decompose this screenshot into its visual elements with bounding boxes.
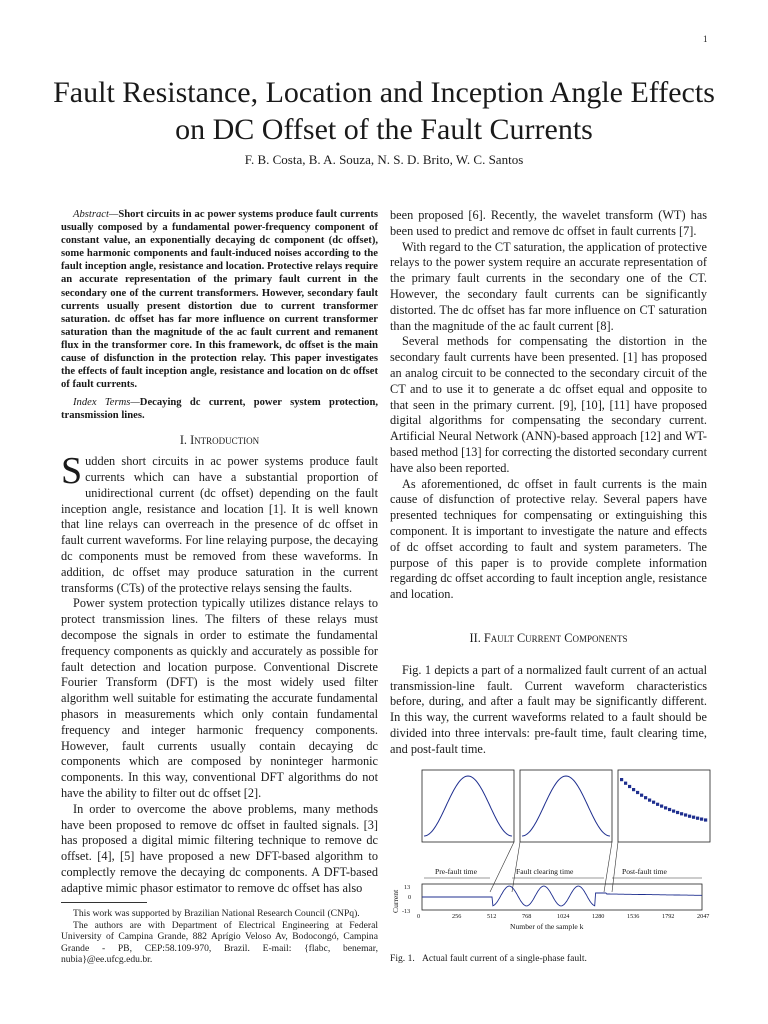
paper-title: Fault Resistance, Location and Inception Angle Effects on DC Offset of the Fault Currents	[53, 76, 715, 146]
postfault-sample	[648, 799, 651, 802]
right-paragraph-2: With regard to the CT saturation, the application of protective relays to the power system require an accurate representation of the primary fault currents in the secondary one of the CT. However, the secondary fault currents can be significantly distorted. The dc offset has far more influence on CT saturation than the magnitude of the ac fault current [8].	[390, 239, 707, 333]
full-trace-plot	[422, 884, 702, 910]
intro-paragraph-2: Power system protection typically utilizes distance relays to protect transmission lines. The filters of these relays must decompose the signals in order to estimate the fundamental frequency components as quickly and accurately as possible for fault detection and location purpose. Conventional Discrete Fourier Transform (DFT) is the most widely used filter algorithm well suitable for estimating the accurate fundamental phasors in measurements which only contain fundamental frequency and integer harmonic frequency components. However, fault currents usually contain decaying dc components which are composed by noninteger harmonic components. In this way, conventional DFT algorithms do not have the ability to filter out dc offset [2].	[61, 596, 378, 801]
x-axis	[417, 913, 709, 920]
y-tick-label: -13	[402, 908, 411, 915]
fault-clearing-label: Fault clearing time	[516, 867, 574, 876]
postfault-sample	[664, 806, 667, 809]
abstract-text: Short circuits in ac power systems produce fault currents usually composed by a fundamental power-frequency component of constant value, an exponentially decaying dc component (dc offset), some harmonic components and fault-induced noises according to the fault inception angle, resistance and location. Protective relays require an accurate representation of the primary fault current in the secondary one of the current transformers. However, secondary fault currents usually present distortion due to current transformer saturation. dc offset has far more influence on current transformer saturation than the magnitude of the ac fault current and remanent flux in the transformer core. In this framework, dc offset is the main cause of disfunction in the protection relay. This paper investigates the effects of fault inception angle, resistance and location on dc offset of fault currents.	[61, 209, 378, 391]
postfault-sample	[656, 803, 659, 806]
x-tick-label: 0	[417, 913, 421, 920]
x-axis-label: Number of the sample k	[510, 922, 584, 931]
zoom-panel-prefault	[422, 770, 514, 842]
index-terms	[61, 396, 378, 422]
postfault-sample	[672, 810, 675, 813]
postfault-sample	[632, 788, 635, 791]
footnote-rule	[61, 902, 147, 903]
postfault-sample	[640, 794, 643, 797]
drop-cap: S	[61, 450, 83, 493]
postfault-sample	[668, 808, 671, 811]
intro-paragraph-1-text: udden short circuits in ac power systems produce fault currents which can have a substantial proportion of unidirectional current (dc offset) depending on the fault inception angle, resistance and location [1]. It is well known that line relays can overreach in the presence of dc offset in fault current waveforms. For line relaying purpose, the decaying dc components must be removed from these waveforms. In addition, dc offset may produce saturation in the current transforms (CTs) of the protective relays sensing the faults.	[61, 454, 378, 595]
postfault-sample	[680, 812, 683, 815]
x-tick-label: 2047	[697, 913, 710, 920]
postfault-sample	[688, 815, 691, 818]
postfault-sample	[624, 782, 627, 785]
right-paragraph-3: Several methods for compensating the distortion in the secondary fault currents have been presented. [1] has proposed an analog circuit to be connected to the secondary circuit of the CT and to use it to generate a dc offset equal and opposite to that seen in the primary current. [9], [10], [11] have proposed digital algorithms for compensating the secondary current. Artificial Neural Network (ANN)-based approach [12] and WT-based method [13] for correcting the distorted secondary current have also been reported.	[390, 334, 707, 475]
intro-paragraph-1	[61, 450, 378, 596]
postfault-sample	[684, 813, 687, 816]
index-terms-text: Decaying dc current, power system protection, transmission lines.	[61, 397, 378, 422]
x-tick-label: 768	[522, 913, 532, 920]
right-paragraph-4: As aforementioned, dc offset in fault currents is the main cause of disfunction of protective relay. Several papers have presented techniques for compensating or extinguishing this component. It is important to investigate the nature and effects of dc offset according to fault and system parameters. The purpose of this paper is to provide complete information regarding dc offset according to fault inception angle, resistance and location.	[390, 476, 707, 602]
index-terms-label: Index Terms—	[73, 397, 140, 409]
footnote-affiliation: The authors are with Department of Electrical Engineering at Federal University of Campina Grande, 882 Aprígio Veloso Av, Bodocongó, Campina Grande - PB, CEP:58.109-970, Brazil. E-mail: {flabc, benemar, nubia}@ee.ufcg.edu.br.	[61, 919, 378, 966]
footnote-funding: This work was supported by Brazilian National Research Council (CNPq).	[73, 908, 360, 919]
section-heading-introduction: I. Introduction	[179, 432, 260, 447]
postfault-sample	[660, 805, 663, 808]
interval-labels	[424, 867, 702, 878]
postfault-sample	[696, 817, 699, 820]
postfault-sample	[628, 785, 631, 788]
x-tick-label: 1280	[592, 913, 605, 920]
fault-current-figure	[390, 768, 720, 933]
postfault-label: Post-fault time	[622, 867, 667, 876]
caption-text: Actual fault current of a single-phase fault.	[422, 953, 587, 964]
postfault-sample	[620, 778, 623, 781]
postfault-sample	[676, 811, 679, 814]
author-list: F. B. Costa, B. A. Souza, N. S. D. Brito, W. C. Santos	[244, 152, 524, 167]
footnote	[61, 908, 378, 966]
section-heading-fault-components: II. Fault Current Components	[469, 630, 628, 645]
left-column	[61, 208, 378, 897]
figure-caption	[390, 953, 587, 964]
right-paragraph-5: Fig. 1 depicts a part of a normalized fault current of an actual transmission-line fault. Current waveform characteristics before, during, and after a fault may be significantly different. In this way, the current waveforms related to a fault should be divided into three intervals: pre-fault time, fault clearing time, and post-fault time.	[390, 662, 707, 756]
right-column	[390, 208, 707, 758]
x-tick-label: 256	[452, 913, 462, 920]
postfault-sample	[644, 796, 647, 799]
postfault-sample	[692, 816, 695, 819]
intro-paragraph-3: In order to overcome the above problems, many methods have been proposed to remove dc offset in faulted signals. [3] has proposed a digital mimic filtering technique to remove dc offset. [4], [5] have proposed a new DFT-based algorithm to complectly remove the decaying dc components. A DFT-based adaptive mimic phasor estimator to remove dc offset has also	[61, 801, 378, 895]
zoom-panel-postfault	[618, 770, 710, 842]
x-tick-label: 1024	[557, 913, 570, 920]
x-tick-label: 1792	[662, 913, 675, 920]
page-number: 1	[703, 34, 708, 44]
x-tick-label: 1536	[627, 913, 640, 920]
zoom-panel-fault-clearing	[520, 770, 612, 842]
y-axis-label: Current	[391, 889, 400, 913]
abstract	[61, 208, 378, 391]
postfault-sample	[636, 791, 639, 794]
postfault-sample	[704, 818, 707, 821]
postfault-sample	[700, 818, 703, 821]
y-tick-label: 13	[404, 884, 411, 891]
postfault-sample	[652, 801, 655, 804]
x-tick-label: 512	[487, 913, 497, 920]
y-axis	[391, 884, 411, 915]
right-paragraph-1: been proposed [6]. Recently, the wavelet transform (WT) has been used to predict and remove dc offset in fault currents [7].	[390, 208, 707, 238]
prefault-label: Pre-fault time	[435, 867, 477, 876]
abstract-label: Abstract—	[73, 209, 119, 220]
caption-label: Fig. 1.	[390, 953, 415, 964]
y-tick-label: 0	[408, 894, 412, 901]
